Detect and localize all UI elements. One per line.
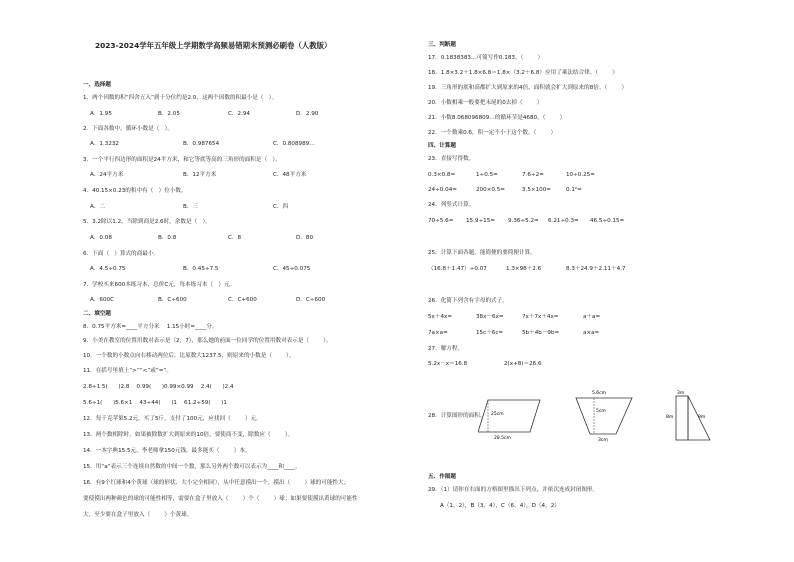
q4-option-b: B．三	[183, 204, 199, 210]
question-6: 6．下面（ ）算式的商最小。	[83, 251, 160, 257]
q24-item: 15.9÷15=	[466, 218, 495, 224]
q24-item: 6.21÷0.3=	[548, 218, 579, 224]
q4-option-c: C．四	[273, 204, 289, 210]
q24-item: 70÷5.6=	[428, 218, 454, 224]
q6-option-c: C．45÷0.075	[273, 266, 311, 272]
parallelogram-height-label: 25cm	[491, 412, 504, 417]
section-calc: 四、计算题	[428, 143, 456, 149]
question-4: 4．40.15×0.23的积中有（ ）位小数。	[83, 188, 187, 194]
question-1: 1．两个因数的积“四舍五入”到十分位约是2.0，这两个因数的积最小是（ ）。	[83, 95, 278, 101]
question-27: 27．解方程。	[428, 346, 464, 352]
page-title: 2023-2024学年五年级上学期数学高频易错期末预测必刷卷（人教版）	[95, 41, 332, 50]
composite-left-label: 8m	[666, 415, 674, 420]
q24-item: 9.36÷5.2=	[508, 218, 539, 224]
q25-item: 8.3＋24.9＋2.11＋4.7	[566, 266, 626, 272]
q7-option-b: B．C÷600	[158, 297, 187, 303]
q26-item: 7x＋7x＋4x=	[522, 314, 559, 320]
q2-option-b: B．0.987654	[183, 141, 220, 147]
question-10: 10．一个数的小数点向右移动两位后，比原数大1237.5，则原来的小数是（ ）。	[83, 353, 295, 359]
parallelogram-base-label: 28.5cm	[494, 436, 511, 441]
question-9: 9．小美在教室的位置用数对表示是（2，7），那么她的前面一位同学的位置用数对表示是（ ）。	[83, 338, 332, 344]
q23-item: 0.3×0.8=	[428, 172, 456, 178]
composite-top-label: 3m	[677, 391, 685, 396]
q2-option-c: C．0.808989…	[273, 141, 315, 147]
q3-option-b: B．12平方米	[183, 172, 217, 178]
q23-item: 7.6÷2=	[522, 172, 544, 178]
question-7: 7．学校买来600本练习本，总价C元，每本练习本（ ）元。	[83, 282, 236, 288]
question-3: 3．一个平行四边形的面积是24平方米，和它等底等高的三角形的面积是（ ）。	[83, 157, 281, 163]
composite-figure	[664, 388, 714, 444]
q25-item: （16.8＋1.47）÷0.07	[428, 266, 487, 272]
question-21: 21．小数8.068096809…的循环节是4680。（ ）	[428, 115, 566, 121]
q5-option-c: C．8	[228, 235, 242, 241]
trapezoid-top-label: 5.6cm	[592, 391, 607, 396]
question-18: 18．1.8×3.2＋1.8×6.8＝1.8×（3.2＋6.8）应用了乘法结合律。（ ）	[428, 70, 618, 76]
q23-item: 200×0.5=	[476, 187, 505, 193]
q23-item: 24÷0.04=	[428, 187, 457, 193]
question-11-row-2: 5.6÷1( )5.6×1 43÷44( )1 61.2÷59( )1	[83, 400, 227, 406]
question-13: 13．两个数相除时，如果被除数扩大到原来的10倍，要使商不变，除数应（ ）。	[83, 432, 294, 438]
q1-option-a: A．1.95	[90, 111, 112, 117]
question-24: 24．列竖式计算。	[428, 202, 475, 208]
question-23: 23．直接写得数。	[428, 156, 475, 162]
q27-item: 2(x+8)＝26.6	[504, 361, 542, 367]
q26-item: 5x＋4x=	[428, 314, 453, 320]
q3-option-a: A．24平方米	[90, 172, 124, 178]
question-11-row-1: 2.8÷1.5( )2.8 0.99( )0.99×0.99 2.4( )2.4	[83, 384, 234, 390]
q7-option-d: D．C÷600	[296, 297, 326, 303]
q24-item: 46.5÷0.15=	[590, 218, 625, 224]
composite-right-label: 9m	[698, 415, 706, 420]
q26-item: 15c＋6c=	[476, 330, 504, 336]
q6-option-a: A．4.5÷0.75	[90, 266, 126, 272]
q5-option-b: B．0.8	[158, 235, 177, 241]
question-16-line-2: 要使摸出两种颜色的球的可能性相等，需要在盒子里放入（ ）个（ ）球；如果要使摸出黄球的可能性	[83, 496, 358, 502]
question-17: 17．0.1838383…可简写作0.1̇83̇。（ ）	[428, 55, 544, 61]
question-15: 15．用“a”表示三个连续自然数的中间一个数，那么另外两个数可以表示为____和____。	[83, 464, 301, 470]
question-29: 29．（1）请你在右面的方格图里描出下列点，并依次连成封闭图形。	[428, 487, 599, 493]
trapezoid-height-label: 5cm	[596, 409, 606, 414]
question-5: 5．3.2除以1.2，当除到商是2.6时，余数是（ ）。	[83, 219, 211, 225]
q4-option-a: A．二	[90, 204, 106, 210]
question-16-line-3: 大，至少要在盒子里放入（ ）个黄球。	[83, 512, 193, 518]
q3-option-c: C．48平方米	[273, 172, 307, 178]
question-26: 26．化简下列含有字母的式子。	[428, 298, 508, 304]
question-29-points: A（1，2），B（3，4），C（6，4），D（4，2）	[440, 503, 560, 509]
q6-option-b: B．0.45÷7.5	[183, 266, 219, 272]
q7-option-c: C．C+600	[228, 297, 257, 303]
q23-item: 3.5×100=	[522, 187, 551, 193]
question-22: 22．一个数乘0.6，积一定不小于这个数。（ ）	[428, 130, 557, 136]
question-12: 12．每千克苹果5.2元，买了5斤，支付了100元，应找回（ ）元。	[83, 416, 262, 422]
section-choice: 一、选择题	[83, 82, 111, 88]
q26-item: a＋a=	[583, 314, 601, 320]
q1-option-b: B．2.05	[158, 111, 180, 117]
question-16-line-1: 16．有9个红球和4个黄球（球的形状、大小完全相同），从中任意摸出一个，摸出（ ）球的可能性大；	[83, 480, 350, 486]
section-fill: 二、填空题	[83, 311, 111, 317]
question-8: 8．0.75平方米=____平方分米 1.15小时=____分。	[83, 324, 218, 330]
q5-option-d: D．80	[296, 235, 314, 241]
q23-item: 0.1²=	[566, 187, 582, 193]
question-14: 14．一本字典15.5元，李老师拿150元钱，最多能买（ ）本。	[83, 448, 251, 454]
q1-option-d: D．2.90	[296, 111, 319, 117]
q23-item: 1÷0.5=	[476, 172, 498, 178]
q26-item: 7a×a=	[428, 330, 448, 336]
q26-item: a×a=	[583, 330, 600, 336]
trapezoid-bottom-label: 3cm	[598, 438, 608, 442]
section-draw: 五、作图题	[428, 474, 456, 480]
trapezoid-figure	[570, 388, 638, 442]
question-25: 25．计算下面各题，能简便的要简便计算。	[428, 250, 536, 256]
q25-item: 1.3×98＋2.6	[506, 266, 542, 272]
q26-item: 38x－6x=	[476, 314, 504, 320]
question-20: 20．小数相乘一般要把末尾的0去掉（ ）	[428, 100, 543, 106]
section-judge: 三、判断题	[428, 42, 456, 48]
q1-option-c: C．2.94	[228, 111, 250, 117]
q26-item: 5b＋4b－9b=	[522, 330, 560, 336]
question-11: 11．在括号里填上“>”“<”或“=”。	[83, 368, 172, 374]
q23-item: 10÷0.25=	[566, 172, 595, 178]
q5-option-a: A．0.08	[90, 235, 112, 241]
question-19: 19．三角形的底和高都扩大到原来的4倍，面积就会扩大到原来的8倍。（ ）	[428, 85, 628, 91]
question-28: 28．计算图形的面积。	[428, 413, 486, 419]
q27-item: 5.2x－x＝16.8	[428, 361, 468, 367]
question-2: 2．下面各数中，循环小数是（ ）。	[83, 126, 173, 132]
q7-option-a: A．600C	[90, 297, 115, 303]
q2-option-a: A．1.3232	[90, 141, 119, 147]
parallelogram-figure	[478, 396, 544, 442]
